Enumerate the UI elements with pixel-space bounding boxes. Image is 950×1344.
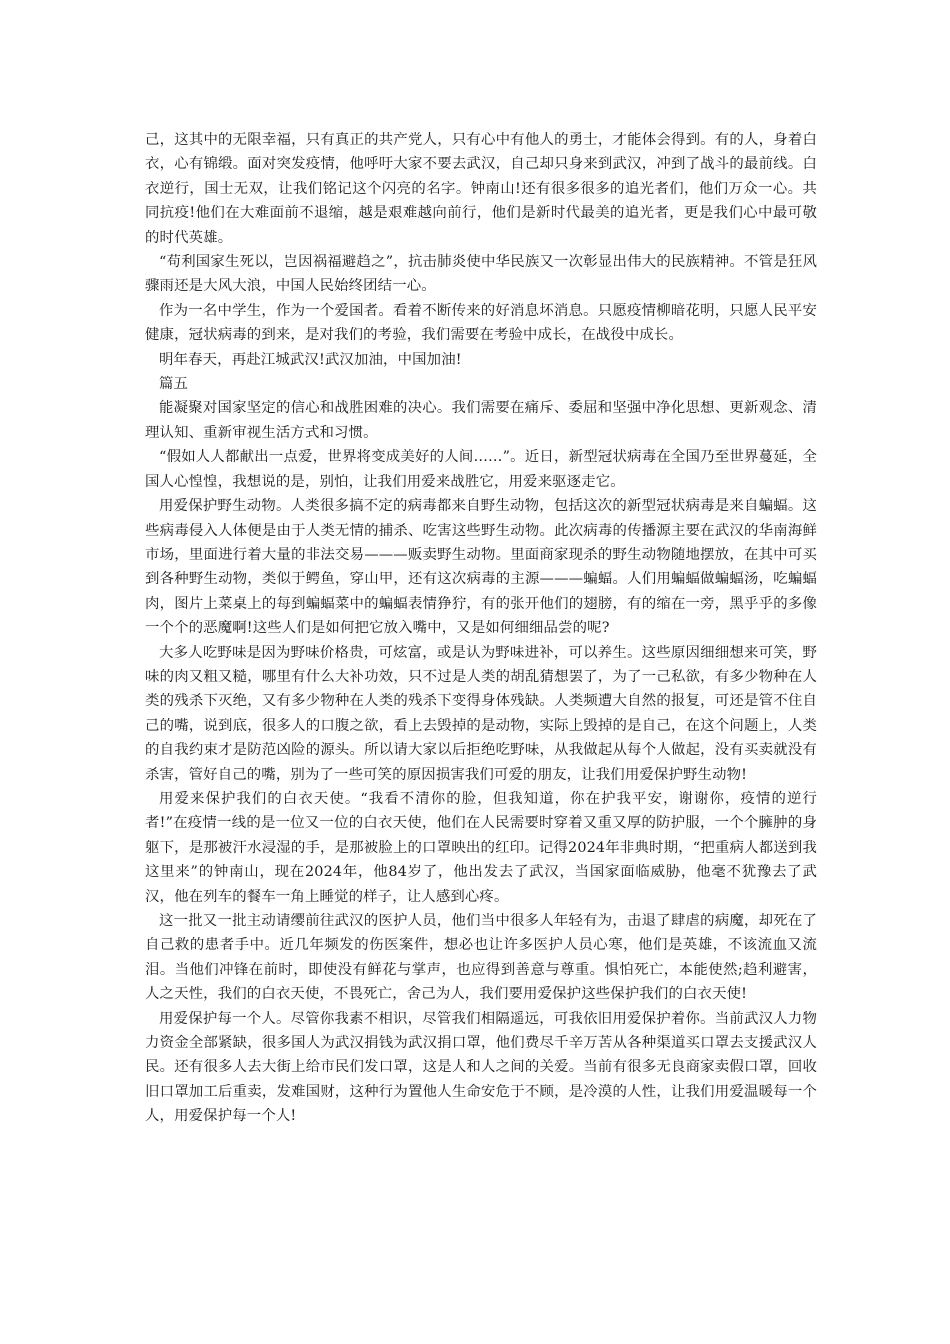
paragraph-2: “苟利国家生死以，岂因祸福避趋之”，抗击肺炎使中华民族又一次彰显出伟大的民族精神。不管是狂风骤雨还是大风大浪，中国人民始终团结一心。 (145, 254, 817, 295)
paragraph-1: 己，这其中的无限幸福，只有真正的共产党人，只有心中有他人的勇士，才能体会得到。有的人，身着白衣，心有锦缎。面对突发疫情，他呼吁大家不要去武汉，自己却只身来到武汉，冲到了战斗的最前线。白衣逆行，国士无双，让我们铭记这个闪亮的名字。钟南山!还有很多很多的追光者们，他们万众一心。共同抗疫!他们在大难面前不退缩，越是艰难越向前行，他们是新时代最美的追光者，更是我们心中最可敬的时代英雄。 (145, 132, 817, 246)
paragraph-9: 用爱来保护我们的白衣天使。“我看不清你的脸，但我知道，你在护我平安，谢谢你，疫情的逆行者!”在疫情一线的是一位又一位的白衣天使，他们在人民需要时穿着又重又厚的防护服，一个个臃肿的身躯下，是那被汗水浸湿的手，是那被脸上的口罩映出的红印。记得2024年非典时期，“把重病人都送到我这里来”的钟南山，现在2024年，他84岁了，他出发去了武汉，当国家面临威胁，他毫不犹豫去了武汉，他在列车的餐车一角上睡觉的样子，让人感到心疼。 (145, 790, 817, 905)
paragraph-6: “假如人人都献出一点爱，世界将变成美好的人间……”。近日，新型冠状病毒在全国乃至世界蔓延，全国人心惶惶，我想说的是，别怕，让我们用爱来战胜它，用爱来驱逐走它。 (145, 449, 817, 490)
document-body (145, 128, 817, 1129)
paragraph-10: 这一批又一批主动请缨前往武汉的医护人员，他们当中很多人年轻有为，击退了肆虐的病魔，却死在了自己救的患者手中。近几年频发的伤医案件，想必也让许多医护人员心寒，他们是英雄，不该流血又流泪。当他们冲锋在前时，即使没有鲜花与掌声，也应得到善意与尊重。惧怕死亡，本能使然;趋利避害，人之天性，我们的白衣天使，不畏死亡，舍己为人，我们要用爱保护这些保护我们的白衣天使! (145, 913, 817, 1003)
paragraph-11: 用爱保护每一个人。尽管你我素不相识，尽管我们相隔遥远，可我依旧用爱保护着你。当前武汉人力物力资金全部紧缺，很多国人为武汉捐钱为武汉捐口罩，他们费尽千辛万苦从各种渠道买口罩去支援武汉人民。还有很多人去大街上给市民们发口罩，这是人和人之间的关爱。当前有很多无良商家卖假口罩，回收旧口罩加工后重卖，发难国财，这种行为置他人生命安危于不顾，是冷漠的人性，让我们用爱温暖每一个人，用爱保护每一个人! (145, 1010, 817, 1125)
paragraph-4: 明年春天，再赴江城武汉!武汉加油，中国加油! (159, 351, 462, 368)
paragraph-3: 作为一名中学生，作为一个爱国者。看着不断传来的好消息坏消息。只愿疫情柳暗花明，只愿人民平安健康，冠状病毒的到来，是对我们的考验，我们需要在考验中成长，在战役中成长。 (145, 302, 817, 344)
paragraph-8: 大多人吃野味是因为野味价格贵，可炫富，或是认为野味进补，可以养生。这些原因细细想来可笑，野味的肉又粗又糙，哪里有什么大补功效，只不过是人类的胡乱猜想罢了，为了一己私欲，有多少物种在人类的残杀下灭绝，又有多少物种在人类的残杀下变得身体残缺。人类频遭大自然的报复，可还是管不住自己的嘴，说到底，很多人的口腹之欲，看上去毁掉的是动物，实际上毁掉的是自己，在这个问题上，人类的自我约束才是防范凶险的源头。所以请大家以后拒绝吃野味，从我做起从每个人做起，没有买卖就没有杀害，管好自己的嘴，别为了一些可笑的原因损害我们可爱的朋友，让我们用爱保护野生动物! (145, 644, 817, 783)
paragraph-7: 用爱保护野生动物。人类很多搞不定的病毒都来自野生动物，包括这次的新型冠状病毒是来自蝙蝠。这些病毒侵入人体便是由于人类无情的捕杀、吃害这些野生动物。此次病毒的传播源主要在武汉的华南海鲜市场，里面进行着大量的非法交易———贩卖野生动物。里面商家现杀的野生动物随地摆放，在其中可买到各种野生动物，类似于鳄鱼，穿山甲，还有这次病毒的主源———蝙蝠。人们用蝙蝠做蝙蝠汤，吃蝙蝠肉，图片上菜桌上的每到蝙蝠菜中的蝙蝠表情狰狞，有的张开他们的翅膀，有的缩在一旁，黑乎乎的多像一个个的恶魔啊!这些人们是如何把它放入嘴中，又是如何细细品尝的呢? (145, 498, 817, 637)
section-heading: 篇五 (159, 376, 189, 393)
paragraph-5: 能凝聚对国家坚定的信心和战胜困难的决心。我们需要在痛斥、委屈和坚强中净化思想、更新观念、清理认知、重新审视生活方式和习惯。 (145, 400, 817, 441)
